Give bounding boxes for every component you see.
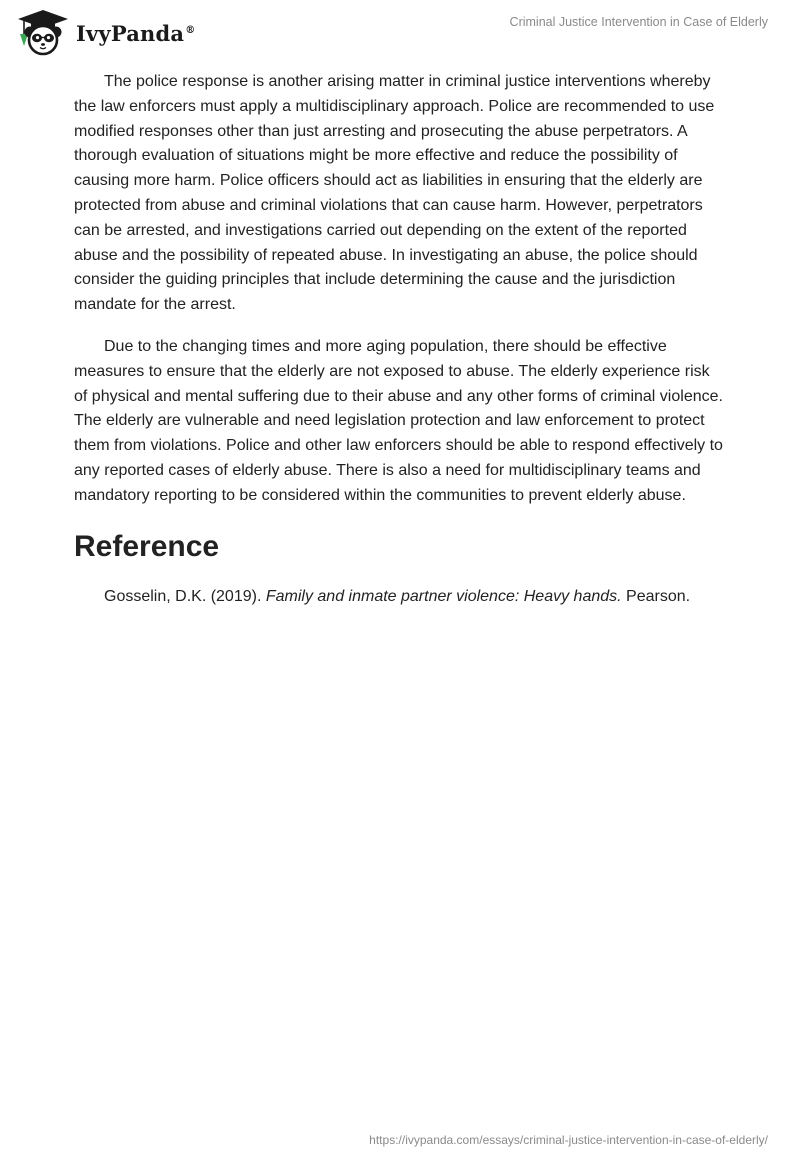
essay-content	[74, 70, 724, 609]
running-title: Criminal Justice Intervention in Case of Elderly	[509, 15, 768, 29]
reference-entry	[74, 585, 724, 609]
page-header	[0, 0, 800, 60]
footer-url[interactable]: https://ivypanda.com/essays/criminal-justice-intervention-in-case-of-elderly/	[369, 1133, 768, 1147]
registered-mark: ®	[185, 24, 196, 36]
panda-graduation-cap-icon	[14, 8, 72, 56]
brand-name: IvyPanda®	[76, 20, 196, 46]
paragraph-police-response: The police response is another arising matter in criminal justice interventions whereby the law enforcers must apply a multidisciplinary approach. Police are recommended to use modified responses other than just arresting and prosecuting the abuse perpetrators. A thorough evaluation of situations might be more effective and reduce the possibility of causing more harm. Police officers should act as liabilities in ensuring that the elderly are protected from abuse and criminal violations that can cause harm. However, perpetrators can be arrested, and investigations carried out depending on the extent of the reported abuse and the possibility of repeated abuse. In investigating an abuse, the police should consider the guiding principles that include determining the cause and the jurisdiction mandate for the arrest.	[74, 73, 715, 314]
paragraph-conclusion: Due to the changing times and more aging population, there should be effective measures to ensure that the elderly are not exposed to abuse. The elderly experience risk of physical and mental suffering due to their abuse and any other forms of criminal violence. The elderly are vulnerable and need legislation protection and law enforcement to protect them from violations. Police and other law enforcers should be able to respond effectively to any reported cases of elderly abuse. There is also a need for multidisciplinary teams and mandatory reporting to be considered within the communities to prevent elderly abuse.	[74, 337, 723, 504]
reference-title: Family and inmate partner violence: Heavy hands.	[265, 587, 622, 605]
ivypanda-logo[interactable]	[14, 8, 195, 56]
reference-authors-year: Gosselin, D.K. (2019).	[104, 587, 266, 605]
reference-publisher: Pearson.	[621, 587, 691, 605]
reference-heading: Reference	[74, 529, 220, 563]
